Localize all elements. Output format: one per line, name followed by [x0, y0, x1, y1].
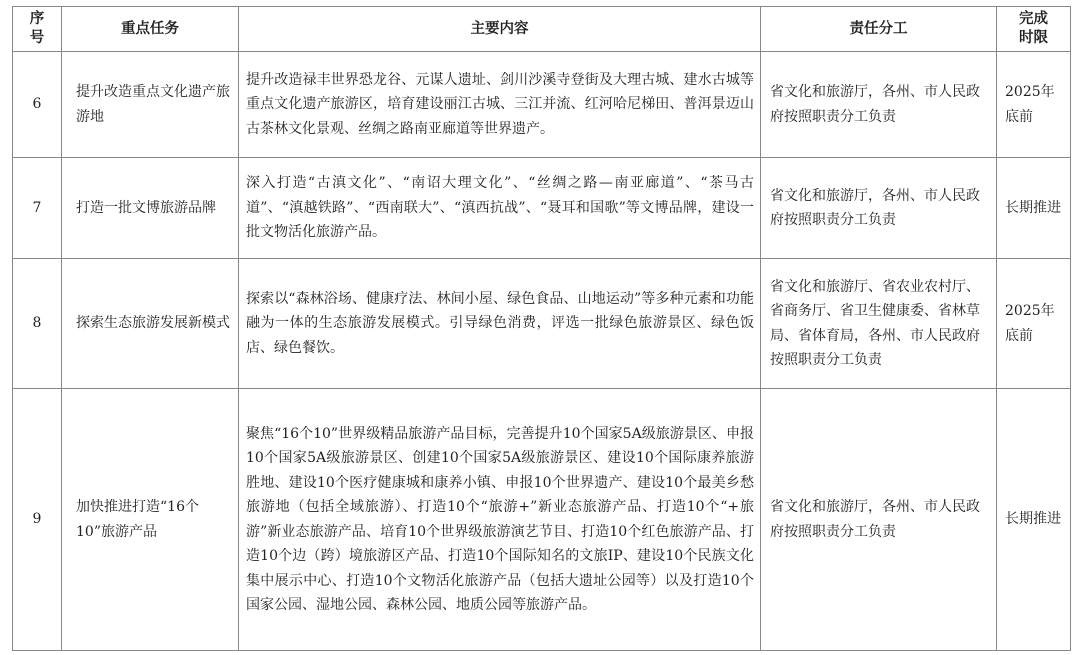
- row-content: 提升改造禄丰世界恐龙谷、元谋人遗址、剑川沙溪寺登街及大理古城、建水古城等重点文化遗产旅游区，培育建设丽江古城、三江并流、红河哈尼梯田、普洱景迈山古茶林文化景观、丝绸之路南亚廊道等世界遗产。: [239, 52, 761, 158]
- row-responsibility: 省文化和旅游厅，各州、市人民政府按照职责分工负责: [761, 52, 997, 158]
- row-task: 加快推进打造“16个10”旅游产品: [62, 389, 239, 651]
- row-responsibility: 省文化和旅游厅，各州、市人民政府按照职责分工负责: [761, 158, 997, 259]
- row-responsibility: 省文化和旅游厅，各州、市人民政府按照职责分工负责: [761, 389, 997, 651]
- row-content: 探索以“森林浴场、健康疗法、林间小屋、绿色食品、山地运动”等多种元素和功能融为一体的生态旅游发展模式。引导绿色消费，评选一批绿色旅游景区、绿色饭店、绿色餐饮。: [239, 259, 761, 389]
- row-number: 8: [13, 259, 62, 389]
- row-number: 6: [13, 52, 62, 158]
- header-task: 重点任务: [62, 7, 239, 52]
- table-header-row: [13, 7, 1071, 52]
- row-deadline: 长期推进: [997, 158, 1071, 259]
- row-number: 9: [13, 389, 62, 651]
- table-row: [13, 389, 1071, 651]
- task-table: [12, 6, 1071, 651]
- table-row: [13, 259, 1071, 389]
- header-deadline: 完成 时限: [997, 7, 1071, 52]
- row-deadline: 2025年底前: [997, 259, 1071, 389]
- row-task: 探索生态旅游发展新模式: [62, 259, 239, 389]
- row-number: 7: [13, 158, 62, 259]
- row-deadline: 长期推进: [997, 389, 1071, 651]
- header-resp: 责任分工: [761, 7, 997, 52]
- table-row: [13, 158, 1071, 259]
- row-content: 聚焦“16个10”世界级精品旅游产品目标，完善提升10个国家5A级旅游景区、申报10个国家5A级旅游景区、创建10个国家5A级旅游景区、建设10个国际康养旅游胜地、建设10个医疗健康城和康养小镇、申报10个世界遗产、建设10个最美乡愁旅游地（包括全域旅游）、打造10个“旅游+”新业态旅游产品、打造10个“+旅游”新业态旅游产品、培育10个世界级旅游演艺节目、打造10个红色旅游产品、打造10个边（跨）境旅游区产品、打造10个国际知名的文旅IP、建设10个民族文化集中展示中心、打造10个文物活化旅游产品（包括大遗址公园等）以及打造10个国家公园、湿地公园、森林公园、地质公园等旅游产品。: [239, 389, 761, 651]
- row-content: 深入打造“古滇文化”、“南诏大理文化”、“丝绸之路—南亚廊道”、“茶马古道”、“滇越铁路”、“西南联大”、“滇西抗战”、“聂耳和国歌”等文博品牌，建设一批文物活化旅游产品。: [239, 158, 761, 259]
- row-task: 打造一批文博旅游品牌: [62, 158, 239, 259]
- row-responsibility: 省文化和旅游厅、省农业农村厅、省商务厅、省卫生健康委、省林草局、省体育局，各州、市人民政府按照职责分工负责: [761, 259, 997, 389]
- table-row: [13, 52, 1071, 158]
- header-content: 主要内容: [239, 7, 761, 52]
- header-num: 序 号: [13, 7, 62, 52]
- row-task: 提升改造重点文化遗产旅游地: [62, 52, 239, 158]
- row-deadline: 2025年底前: [997, 52, 1071, 158]
